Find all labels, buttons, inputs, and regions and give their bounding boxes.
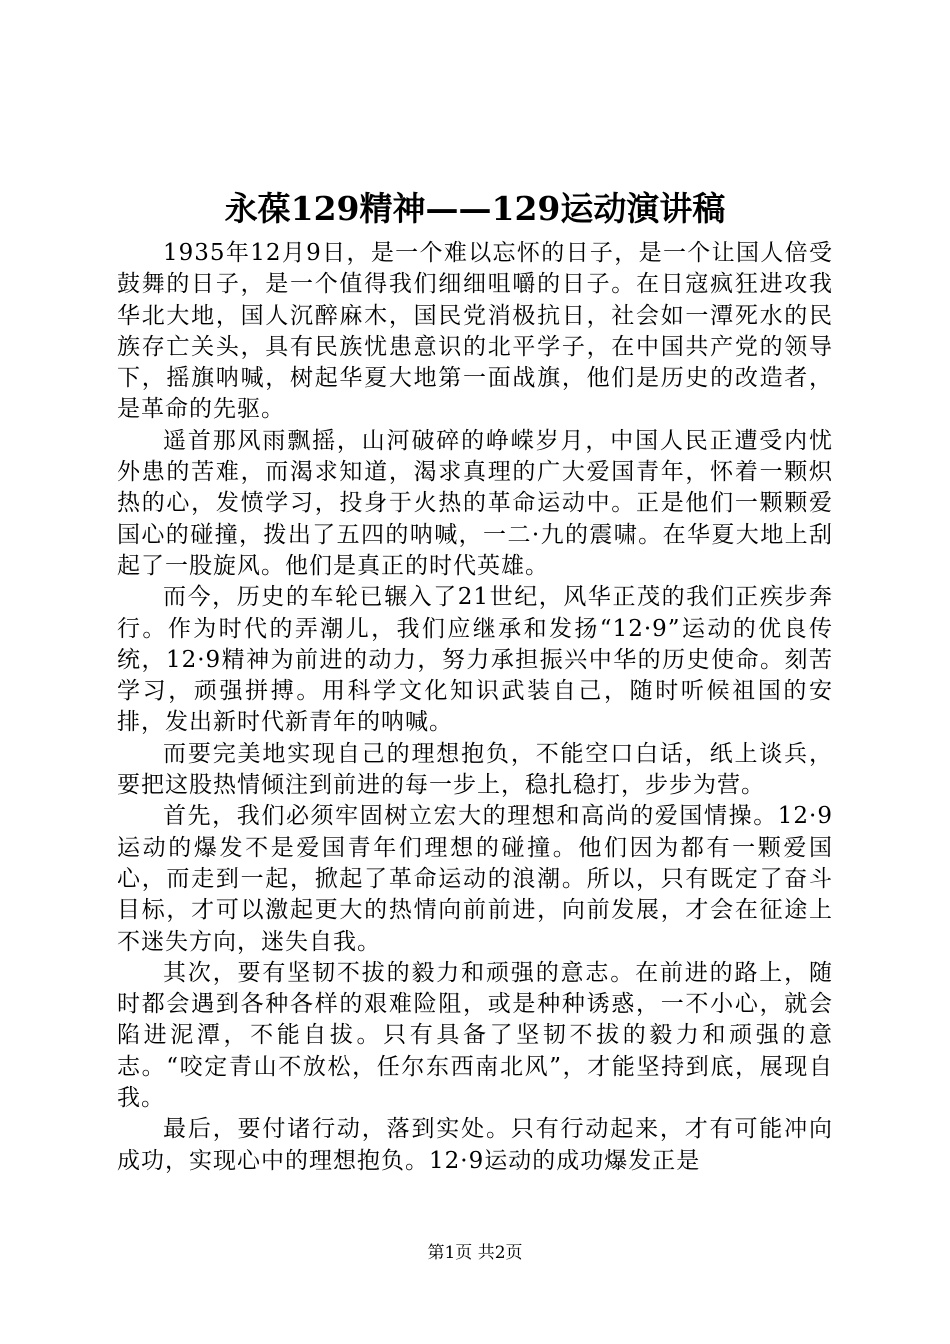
paragraph-3: 而今，历史的车轮已辗入了21世纪，风华正茂的我们正疾步奔行。作为时代的弄潮儿，我们应继承和发扬“12·9”运动的优良传统，12·9精神为前进的动力，努力承担振兴中华的历史使命。刻苦学习，顽强拼搏。用科学文化知识武装自己，随时听候祖国的安排，发出新时代新青年的呐喊。: [117, 584, 833, 736]
paragraph-7: 最后，要付诸行动，落到实处。只有行动起来，才有可能冲向成功，实现心中的理想抱负。12·9运动的成功爆发正是: [117, 1116, 833, 1174]
document-body: [117, 238, 833, 1177]
paragraph-5: 首先，我们必须牢固树立宏大的理想和高尚的爱国情操。12·9运动的爆发不是爱国青年们理想的碰撞。他们因为都有一颗爱国心，而走到一起，掀起了革命运动的浪潮。所以，只有既定了奋斗目标，才可以激起更大的热情向前前进，向前发展，才会在征途上不迷失方向，迷失自我。: [117, 803, 833, 955]
paragraph-4: 而要完美地实现自己的理想抱负，不能空口白话，纸上谈兵，要把这股热情倾注到前进的每一步上，稳扎稳打，步步为营。: [117, 740, 833, 799]
paragraph-2: 遥首那风雨飘摇，山河破碎的峥嵘岁月，中国人民正遭受内忧外患的苦难，而渴求知道，渴求真理的广大爱国青年，怀着一颗炽热的心，发愤学习，投身于火热的革命运动中。正是他们一颗颗爱国心的碰撞，拨出了五四的呐喊，一二·九的震啸。在华夏大地上刮起了一股旋风。他们是真正的时代英雄。: [117, 427, 833, 579]
document-title: 永葆129精神——129运动演讲稿: [224, 189, 726, 228]
page-number-footer: 第1页 共2页: [427, 1243, 523, 1263]
paragraph-1: 1935年12月9日，是一个难以忘怀的日子，是一个让国人倍受鼓舞的日子，是一个值得我们细细咀嚼的日子。在日寇疯狂进攻我华北大地，国人沉醉麻木，国民党消极抗日，社会如一潭死水的民族存亡关头，具有民族忧患意识的北平学子，在中国共产党的领导下，摇旗呐喊，树起华夏大地第一面战旗，他们是历史的改造者，是革命的先驱。: [117, 240, 833, 423]
paragraph-6: 其次，要有坚韧不拔的毅力和顽强的意志。在前进的路上，随时都会遇到各种各样的艰难险阻，或是种种诱惑，一不小心，就会陷进泥潭，不能自拔。只有具备了坚韧不拔的毅力和顽强的意志。“咬定青山不放松，任尔东西南北风”，才能坚持到底，展现自我。: [117, 959, 833, 1112]
